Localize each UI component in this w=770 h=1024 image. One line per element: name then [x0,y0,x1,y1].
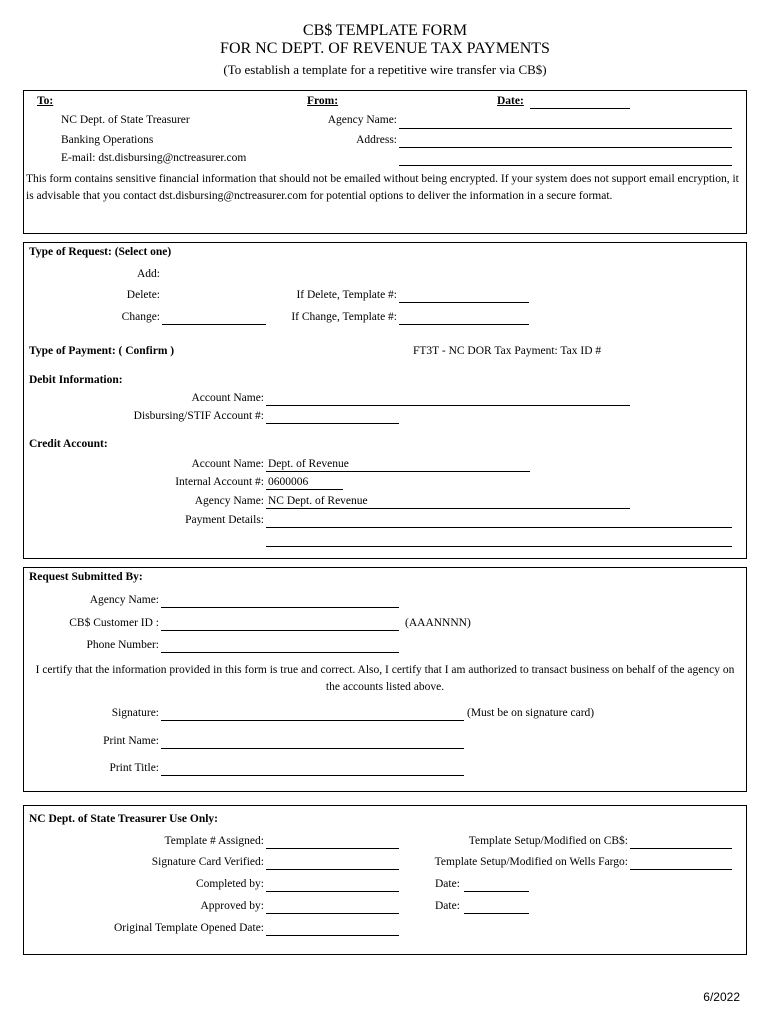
signature-card-verified-label: Signature Card Verified: [151,856,264,868]
approved-by-field[interactable] [266,913,399,914]
setup-cbs-field[interactable] [630,848,732,849]
to-label: To: [37,95,54,107]
form-subtitle: (To establish a template for a repetitive wire transfer via CB$) [223,62,547,77]
template-assigned-field[interactable] [266,848,399,849]
template-assigned-label: Template # Assigned: [164,835,264,847]
to-address-line1: NC Dept. of State Treasurer [61,114,190,126]
signature-card-verified-field[interactable] [266,869,399,870]
credit-account-name-field [266,471,530,472]
setup-cbs-label: Template Setup/Modified on CB$: [468,835,628,847]
credit-agency-name-label: Agency Name: [194,495,264,507]
change-field[interactable] [162,324,266,325]
submitter-agency-name-field[interactable] [161,607,399,608]
from-address-label: Address: [356,134,397,146]
payment-details-label: Payment Details: [185,514,264,526]
form-title-line1: CB$ TEMPLATE FORM [302,22,468,39]
print-name-label: Print Name: [103,735,159,747]
internal-account-field [266,489,343,490]
approved-date-field[interactable] [464,913,529,914]
treasurer-use-title: NC Dept. of State Treasurer Use Only: [29,813,218,825]
from-address-field-line1[interactable] [399,147,732,148]
signature-field[interactable] [161,720,464,721]
submitted-by-title: Request Submitted By: [29,571,143,583]
delete-template-field[interactable] [399,302,529,303]
date-field[interactable] [530,108,630,109]
from-agency-name-label: Agency Name: [327,114,397,126]
date-label: Date: [497,95,524,107]
internal-account-value[interactable]: 0600006 [268,476,309,488]
signature-label: Signature: [111,707,159,719]
to-address-line2: Banking Operations [61,134,154,146]
original-template-date-field[interactable] [266,935,399,936]
from-agency-name-field[interactable] [399,128,732,129]
credit-agency-name-value[interactable]: NC Dept. of Revenue [268,495,368,507]
phone-number-field[interactable] [161,652,399,653]
customer-id-field[interactable] [161,630,399,631]
completed-date-label: Date: [435,878,460,890]
delete-label: Delete: [126,289,160,301]
signature-note: (Must be on signature card) [467,707,595,719]
encryption-notice: This form contains sensitive financial information that should not be emailed without being encrypted. If your system does not support email encryption, it is advisable that you contact dst.disbursing@nctreasurer.com for potential options to deliver the information in a secure format. [26,173,739,202]
change-label: Change: [121,311,160,323]
if-delete-label: If Delete, Template #: [296,289,397,301]
original-template-date-label: Original Template Opened Date: [113,922,264,934]
certification-text: I certify that the information provided in this form is true and correct. Also, I certify that I am authorized to transact business on behalf of the agency on the accounts listed above. [35,664,735,693]
type-of-request-label: Type of Request: (Select one) [29,246,172,258]
if-change-label: If Change, Template #: [291,311,397,323]
payment-details-field-line2[interactable] [266,546,732,547]
completed-by-field[interactable] [266,891,399,892]
debit-account-number-field[interactable] [266,423,399,424]
change-template-field[interactable] [399,324,529,325]
revision-date: 6/2022 [703,990,740,1004]
credit-account-name-value[interactable]: Dept. of Revenue [268,458,349,470]
debit-account-name-label: Account Name: [191,392,264,404]
type-of-payment-label: Type of Payment: ( Confirm ) [29,345,175,357]
debit-account-name-field[interactable] [266,405,630,406]
to-email: E-mail: dst.disbursing@nctreasurer.com [61,152,247,164]
from-label: From: [307,95,339,107]
credit-account-label: Credit Account: [29,438,108,450]
debit-account-number-label: Disbursing/STIF Account #: [133,410,264,422]
customer-id-label: CB$ Customer ID : [69,617,159,629]
customer-id-format: (AAANNNN) [405,617,471,629]
internal-account-label: Internal Account #: [175,476,264,488]
form-title-line2: FOR NC DEPT. OF REVENUE TAX PAYMENTS [220,40,550,57]
completed-date-field[interactable] [464,891,529,892]
phone-number-label: Phone Number: [86,639,159,651]
approved-date-label: Date: [435,900,460,912]
submitter-agency-name-label: Agency Name: [89,594,159,606]
print-title-label: Print Title: [109,762,159,774]
setup-wells-fargo-label: Template Setup/Modified on Wells Fargo: [434,856,628,868]
from-address-field-line2[interactable] [399,165,732,166]
credit-agency-name-field [266,508,630,509]
payment-details-field-line1[interactable] [266,527,732,528]
approved-by-label: Approved by: [200,900,264,912]
payment-type-value: FT3T - NC DOR Tax Payment: Tax ID # [413,345,602,357]
print-name-field[interactable] [161,748,464,749]
credit-account-name-label: Account Name: [191,458,264,470]
completed-by-label: Completed by: [195,878,264,890]
setup-wells-fargo-field[interactable] [630,869,732,870]
print-title-field[interactable] [161,775,464,776]
debit-information-label: Debit Information: [29,374,123,386]
add-label: Add: [137,268,160,280]
